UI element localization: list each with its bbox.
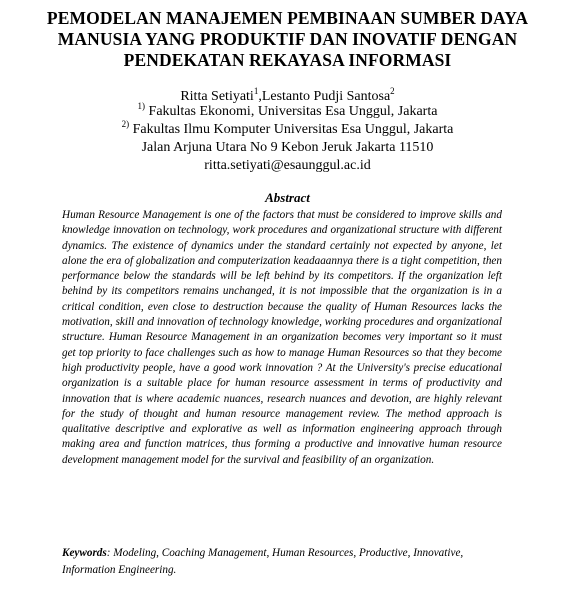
affiliation-1-superscript: 1)	[137, 101, 146, 111]
abstract-body: Human Resource Management is one of the factors that must be considered to improve skills and knowledge innovation on technology, work procedures and organizational structure with different dynamics. The existence of dynamics under the standard certainly not expected by anyone, let alone the era of globalization and computerization keadaaannya there is a tight competition, then performance below the standards will be left behind by its competitors. If the organization left behind by its competitors remains unchanged, it is not impossible that the organization is in a critical condition, even close to destruction because the quality of Human Resources lacks the motivation, skill and innovation of technology knowledge, working procedures and organizational structure. Human Resource Management in an organization becomes very important so it must get top priority to face challenges such as how to manage Human Resources so that they become high productivity people, have a good work innovation ? At the University's precise educational organization is a suitable place for human resource assessment in terms of productivity and innovation that is where academic nuances, research nuances and devotion, are highly relevant for the study of thought and human resource management review. The method approach is qualitative descriptive and explorative as well as information engineering approach through making area and function matrices, thus forming a productive and innovative human resource development management model for the survival and feasibility of an organization.	[62, 209, 502, 466]
paper-title-line-3: PENDEKATAN REKAYASA INFORMASI	[123, 50, 452, 70]
affiliation-1	[0, 103, 575, 121]
keywords-colon: :	[106, 547, 111, 559]
affiliation-2-text: Fakultas Ilmu Komputer Universitas Esa Unggul, Jakarta	[132, 122, 454, 137]
author-separator: ,	[258, 89, 262, 104]
author-1-name: Ritta Setiyati	[180, 89, 254, 104]
keywords-label: Keywords	[62, 547, 107, 559]
paper-title-line-1: PEMODELAN MANAJEMEN PEMBINAAN SUMBER DAYA	[46, 8, 529, 28]
affiliation-1-text: Fakultas Ekonomi, Universitas Esa Unggul, Jakarta	[148, 104, 438, 119]
author-2-name: Lestanto Pudji Santosa	[261, 89, 391, 104]
affiliation-2	[0, 121, 575, 139]
author-1-superscript: 1	[253, 86, 259, 96]
email-line: ritta.setiyati@esaunggul.ac.id	[204, 158, 371, 173]
affiliation-2-superscript: 2)	[121, 119, 130, 129]
author-2-superscript: 2	[390, 86, 395, 96]
abstract-heading: Abstract	[265, 190, 310, 205]
keywords-paragraph	[62, 545, 502, 579]
keywords-text: Modeling, Coaching Management, Human Resources, Productive, Innovative, Information Engineering.	[62, 547, 464, 576]
address-line: Jalan Arjuna Utara No 9 Kebon Jeruk Jakarta 11510	[141, 140, 434, 155]
paper-title-line-2: MANUSIA YANG PRODUKTIF DAN INOVATIF DENGAN	[57, 29, 518, 49]
